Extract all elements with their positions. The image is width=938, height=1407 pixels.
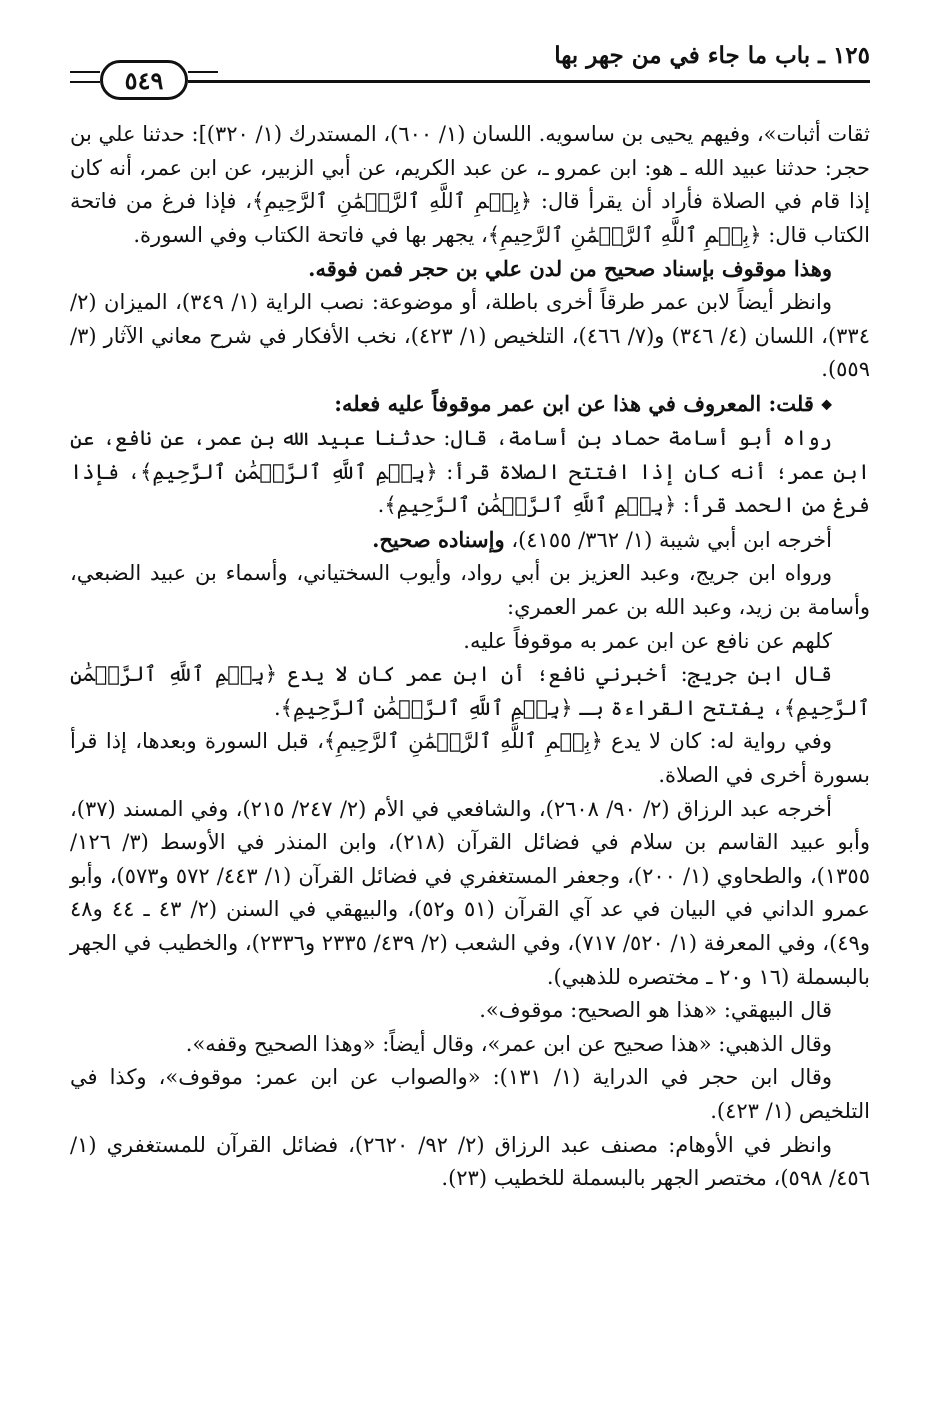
paragraph-11 bbox=[70, 793, 870, 995]
paragraph-text: قال البيهقي: «هذا هو الصحيح: موقوف». bbox=[479, 998, 832, 1023]
page-number-frame bbox=[100, 60, 188, 100]
paragraph-2 bbox=[70, 252, 870, 286]
ornament-line-left bbox=[70, 71, 100, 83]
paragraph-8 bbox=[70, 625, 870, 659]
diamond-marker-icon: ◆ bbox=[821, 396, 832, 413]
paragraph-14 bbox=[70, 1061, 870, 1128]
paragraph-text: ورواه ابن جريج، وعبد العزيز بن أبي رواد، وأيوب السختياني، وأسماء بن عبيد الضبعي، وأسامة بن زيد، وعبد الله بن عمر العمري: bbox=[70, 561, 870, 620]
paragraph-9 bbox=[70, 658, 870, 725]
paragraph-12 bbox=[70, 994, 870, 1028]
paragraph-3 bbox=[70, 286, 870, 387]
body-text bbox=[70, 118, 870, 1196]
paragraph-4 bbox=[70, 387, 870, 422]
paragraph-13 bbox=[70, 1028, 870, 1062]
paragraph-bold-tail: وإسناده صحيح. bbox=[372, 526, 505, 552]
ornament-line-right bbox=[188, 71, 218, 83]
paragraph-text: وانظر في الأوهام: مصنف عبد الرزاق (٢/ ٩٢/ ٢٦٢٠)، فضائل القرآن للمستغفري (١/ ٤٥٦/ ٥٩٨)، مختصر الجهر بالبسملة للخطيب (٢٣). bbox=[70, 1132, 870, 1191]
paragraph-1 bbox=[70, 118, 870, 252]
page-header bbox=[70, 38, 870, 108]
paragraph-5 bbox=[70, 422, 870, 523]
paragraph-text: وفي رواية له: كان لا يدع ﴿بِسۡمِ ٱللَّهِ ٱلرَّحۡمَٰنِ ٱلرَّحِيمِ﴾، قبل السورة وبعدها، إذا قرأ بسورة أخرى في الصلاة. bbox=[70, 729, 870, 787]
paragraph-10 bbox=[70, 725, 870, 792]
paragraph-text: كلهم عن نافع عن ابن عمر به موقوفاً عليه. bbox=[463, 628, 832, 653]
paragraph-text: قال ابن جريج: أخبرني نافع؛ أن ابن عمر كان لا يدع ﴿بِسۡمِ ٱللَّهِ ٱلرَّحۡمَٰنِ ٱلرَّحِيمِ﴾، يفتتح القراءة بـ ﴿بِسۡمِ ٱللَّهِ ٱلرَّحۡمَٰنِ ٱلرَّحِيمِ﴾. bbox=[70, 662, 870, 720]
paragraph-text: وهذا موقوف بإسناد صحيح من لدن علي بن حجر فمن فوقه. bbox=[308, 256, 832, 282]
paragraph-text: أخرجه عبد الرزاق (٢/ ٩٠/ ٢٦٠٨)، والشافعي في الأم (٢/ ٢٤٧/ ٢١٥)، وفي المسند (٣٧)، وأبو عبيد القاسم بن سلام في فضائل القرآن (٢١٨)، وابن المنذر في الأوسط (٣/ ١٢٦/ ١٣٥٥)، والطحاوي (١/ ٢٠٠)، وجعفر المستغفري في فضائل القرآن (١/ ٤٤٣/ ٥٧٢ و٥٧٣)، وأبو عمرو الداني في البيان في عد آي القرآن (٥١ و٥٢)، والبيهقي في السنن (٢/ ٤٣ ـ ٤٤ و٤٨ و٤٩)، وفي المعرفة (١/ ٥٢٠/ ٧١٧)، وفي الشعب (٢/ ٤٣٩/ ٢٣٣٥ و٢٣٣٦)، والخطيب في الجهر بالبسملة (١٦ و٢٠ ـ مختصره للذهبي). bbox=[70, 796, 870, 989]
paragraph-text: ثقات أثبات»، وفيهم يحيى بن ساسويه. اللسان (١/ ٦٠٠)، المستدرك (١/ ٣٢٠)]: حدثنا علي بن حجر: حدثنا عبيد الله ـ هو: ابن عمرو ـ، عن عبد الكريم، عن أبي الزبير، عن ابن عمر، أنه كان إذا قام في الصلاة فأراد أن يقرأ قال: ﴿بِسۡمِ ٱللَّهِ ٱلرَّحۡمَٰنِ ٱلرَّحِيمِ﴾، فإذا فرغ من فاتحة الكتاب قال: ﴿بِسۡمِ ٱللَّهِ ٱلرَّحۡمَٰنِ ٱلرَّحِيمِ﴾، يجهر بها في فاتحة الكتاب وفي السورة. bbox=[70, 122, 870, 247]
paragraph-7 bbox=[70, 557, 870, 624]
paragraph-15 bbox=[70, 1129, 870, 1196]
paragraph-6 bbox=[70, 523, 870, 558]
running-title: ١٢٥ ـ باب ما جاء في من جهر بها bbox=[554, 42, 870, 69]
paragraph-text: وانظر أيضاً لابن عمر طرقاً أخرى باطلة، أو موضوعة: نصب الراية (١/ ٣٤٩)، الميزان (٢/ ٣٣٤)، اللسان (٤/ ٣٤٦) و(٧/ ٤٦٦)، التلخيص (١/ ٤٢٣)، نخب الأفكار في شرح معاني الآثار (٣/ ٥٥٩). bbox=[70, 289, 870, 382]
paragraph-text: وقال ابن حجر في الدراية (١/ ١٣١): «والصواب عن ابن عمر: موقوف»، وكذا في التلخيص (١/ ٤٢٣). bbox=[70, 1065, 870, 1123]
paragraph-text: قلت: المعروف في هذا عن ابن عمر موقوفاً عليه فعله: bbox=[334, 390, 814, 416]
paragraph-text: رواه أبو أسامة حماد بن أسامة، قال: حدثنا عبيد الله بن عمر، عن نافع، عن ابن عمر؛ أنه كان إذا افتتح الصلاة قرأ: ﴿بِسۡمِ ٱللَّهِ ٱلرَّحۡمَٰنِ ٱلرَّحِيمِ﴾، فإذا فرغ من الحمد قرأ: ﴿بِسۡمِ ٱللَّهِ ٱلرَّحۡمَٰنِ ٱلرَّحِيمِ﴾. bbox=[70, 426, 870, 518]
paragraph-text: وقال الذهبي: «هذا صحيح عن ابن عمر»، وقال أيضاً: «وهذا الصحيح وقفه». bbox=[185, 1031, 832, 1056]
page-number: ٥٤٩ bbox=[124, 65, 164, 95]
paragraph-text: أخرجه ابن أبي شيبة (١/ ٣٦٢/ ٤١٥٥)، bbox=[511, 527, 832, 552]
header-rule bbox=[188, 80, 870, 83]
